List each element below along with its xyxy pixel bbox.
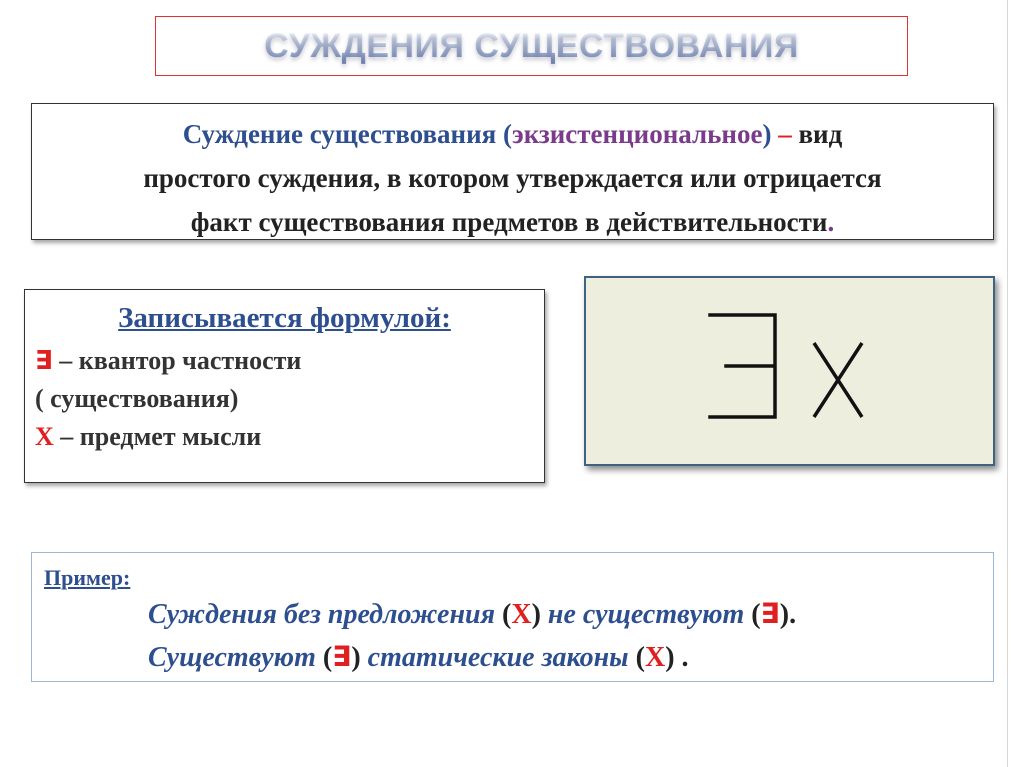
formula-box [24, 289, 545, 483]
formula-symbol-drawing [586, 278, 992, 463]
formula-heading: Записывается формулой: [118, 302, 451, 334]
definition-line-2: простого суждения, в котором утверждается или отрицается [143, 163, 882, 193]
definition-alt-term: экзистенциональное [512, 119, 763, 149]
definition-paren-close: ) [762, 119, 772, 149]
definition-paren-open: ( [496, 119, 513, 149]
definition-text-1: вид [798, 119, 843, 149]
quantifier-desc: – квантор частности [52, 346, 302, 375]
example-box [31, 552, 994, 682]
example-1-symbol-exists: ∃ [760, 597, 780, 630]
definition-dash: – [771, 119, 799, 149]
definition-end: . [827, 207, 835, 237]
definition-text-3: факт существования предметов в действительности [190, 207, 828, 237]
example-1-symbol-x: X [511, 599, 532, 630]
example-1-paren: ). [779, 599, 797, 630]
example-2-paren: ( [322, 642, 333, 673]
subject-symbol: X [35, 422, 54, 451]
example-2-text-a: Существуют [148, 642, 323, 673]
example-label: Пример: [44, 565, 131, 590]
example-line-2 [44, 636, 981, 679]
quantifier-desc-line-2: ( существования) [35, 384, 239, 413]
subject-desc: предмет мысли [79, 422, 262, 451]
example-1-paren: ( [502, 599, 512, 630]
subject-dash: – [53, 422, 80, 451]
example-1-text-a: Суждения без предложения [148, 599, 503, 630]
definition-box [31, 103, 994, 240]
slide-frame-edge [1007, 0, 1008, 767]
example-2-paren: ) [351, 642, 361, 673]
exists-quantifier-glyph [710, 315, 775, 417]
example-1-paren: ( [751, 599, 761, 630]
example-1-paren: ) [531, 599, 541, 630]
title-box [155, 16, 908, 76]
variable-x-glyph [814, 343, 862, 417]
subject-line [35, 418, 534, 456]
example-2-symbol-exists: ∃ [332, 640, 352, 673]
example-2-paren: ) . [665, 642, 689, 673]
quantifier-symbol: ∃ [35, 346, 53, 376]
example-2-paren: ( [635, 642, 645, 673]
definition-line-1 [46, 112, 979, 156]
quantifier-line [35, 342, 534, 380]
example-line-1 [44, 593, 981, 636]
definition-term: Суждение существования [182, 119, 497, 149]
example-1-text-b: не существуют [540, 599, 752, 630]
example-2-symbol-x: X [644, 642, 666, 673]
definition-line-3 [46, 200, 979, 244]
formula-symbol-box [584, 276, 995, 466]
example-2-text-b: статические законы [360, 642, 636, 673]
slide-title: СУЖДЕНИЯ СУЩЕСТВОВАНИЯ [264, 26, 799, 65]
